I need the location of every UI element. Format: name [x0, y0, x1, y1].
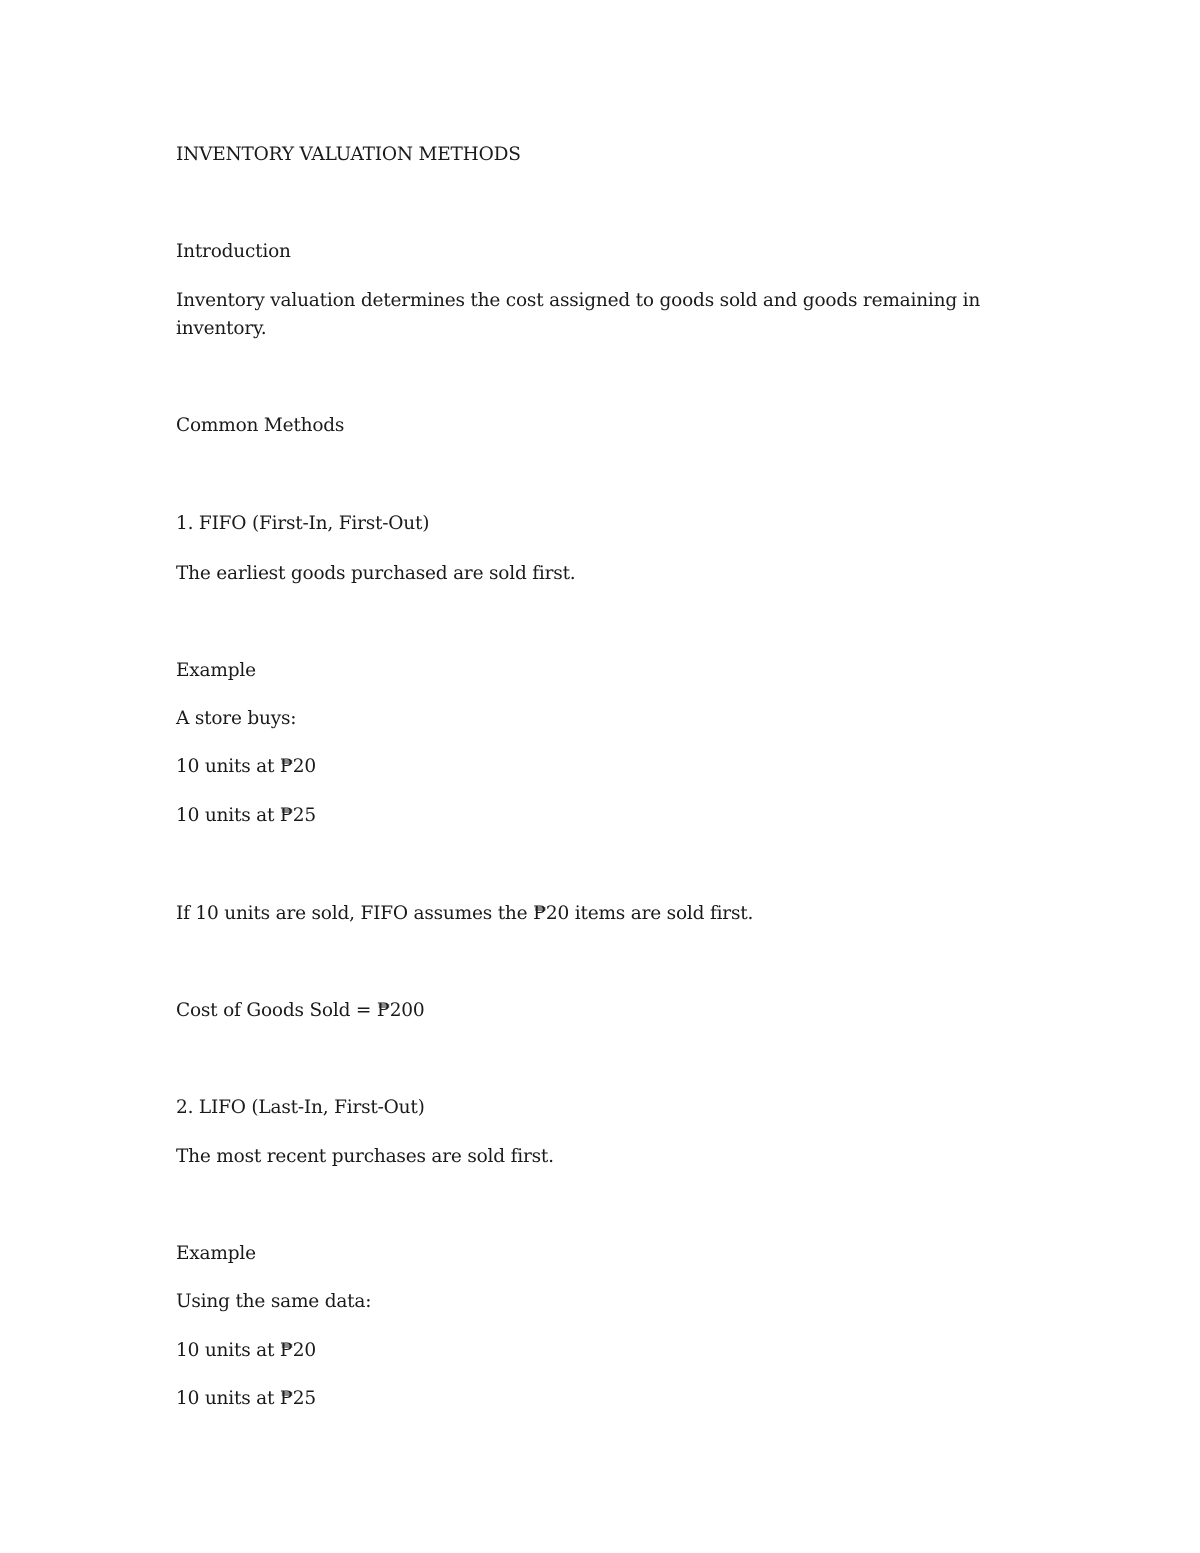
intro-paragraph: Inventory valuation determines the cost assigned to goods sold and goods remaining in inventory.	[176, 290, 981, 339]
fifo-purchase-1: 10 units at ₱20	[176, 756, 316, 777]
document-title: INVENTORY VALUATION METHODS	[176, 144, 521, 165]
fifo-description: The earliest goods purchased are sold first.	[176, 563, 576, 584]
fifo-purchase-2: 10 units at ₱25	[176, 805, 316, 826]
lifo-description: The most recent purchases are sold first.	[176, 1146, 554, 1167]
lifo-purchase-2: 10 units at ₱25	[176, 1388, 316, 1409]
fifo-example-label: Example	[176, 660, 256, 681]
intro-heading: Introduction	[176, 241, 291, 262]
fifo-heading: 1. FIFO (First-In, First-Out)	[176, 513, 430, 534]
fifo-cogs: Cost of Goods Sold = ₱200	[176, 1000, 425, 1021]
lifo-heading: 2. LIFO (Last-In, First-Out)	[176, 1097, 425, 1118]
lifo-purchase-1: 10 units at ₱20	[176, 1340, 316, 1361]
lifo-example-intro: Using the same data:	[176, 1291, 372, 1312]
common-methods-heading: Common Methods	[176, 415, 345, 436]
lifo-example-label: Example	[176, 1243, 256, 1264]
fifo-assumption: If 10 units are sold, FIFO assumes the ₱20 items are sold first.	[176, 903, 754, 924]
fifo-example-intro: A store buys:	[176, 708, 297, 729]
